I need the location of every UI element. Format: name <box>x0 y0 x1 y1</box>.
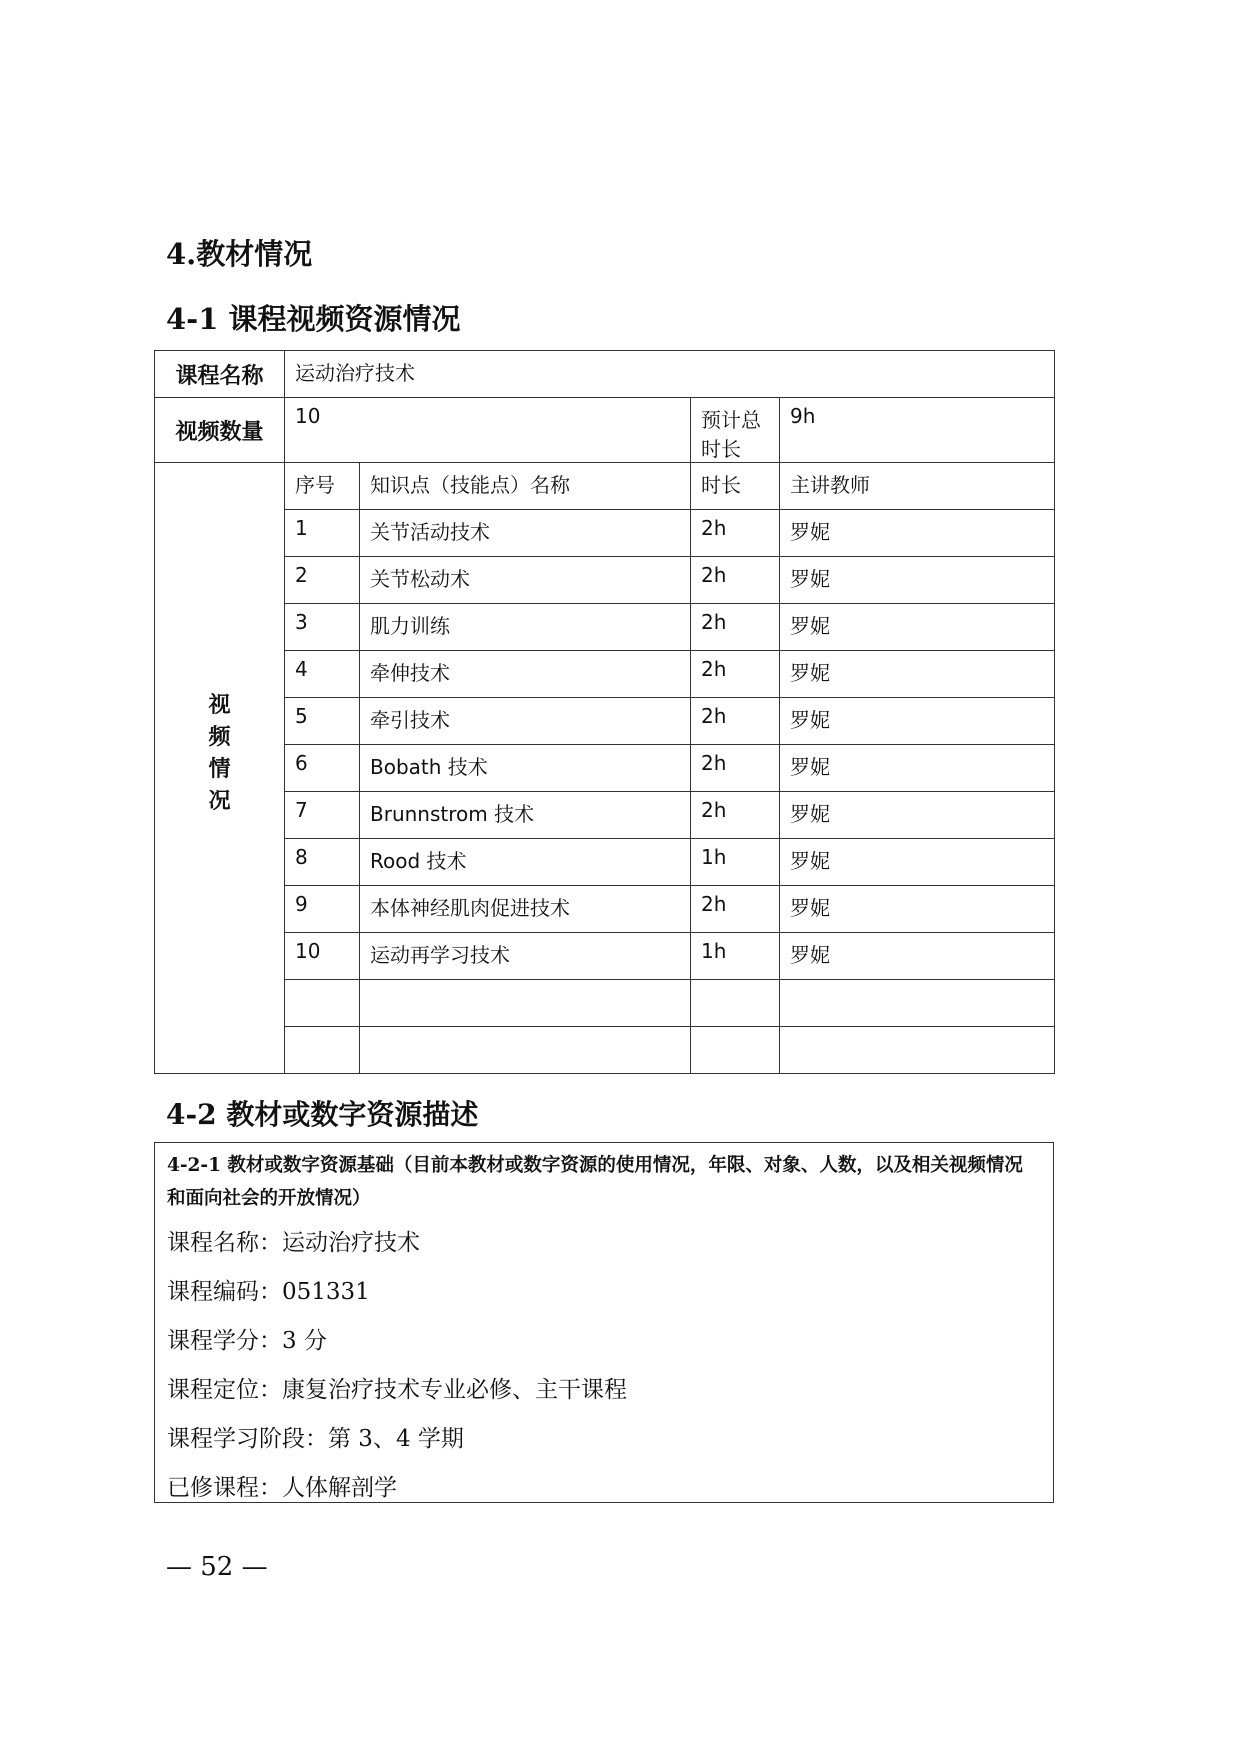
video-side-label <box>155 463 285 1074</box>
row-topic <box>360 980 691 1027</box>
row-index: 6 <box>285 745 360 792</box>
row-topic: 关节活动技术 <box>360 510 691 557</box>
row-index: 3 <box>285 604 360 651</box>
video-resources-table <box>154 350 1055 1074</box>
row-index <box>285 980 360 1027</box>
description-line: 课程名称：运动治疗技术 <box>167 1230 420 1256</box>
video-count-row <box>155 398 1055 463</box>
row-teacher: 罗妮 <box>780 933 1055 980</box>
row-topic <box>360 1027 691 1074</box>
description-line: 课程学分：3 分 <box>167 1328 327 1354</box>
row-topic: 本体神经肌肉促进技术 <box>360 886 691 933</box>
column-header: 主讲教师 <box>780 463 1055 510</box>
video-header-row <box>155 463 1055 510</box>
row-teacher: 罗妮 <box>780 745 1055 792</box>
row-topic: 牵引技术 <box>360 698 691 745</box>
row-teacher: 罗妮 <box>780 698 1055 745</box>
course-name-row <box>155 351 1055 398</box>
row-duration <box>691 980 780 1027</box>
table-row <box>155 604 1055 651</box>
row-duration: 2h <box>691 651 780 698</box>
row-duration: 2h <box>691 745 780 792</box>
row-duration: 1h <box>691 839 780 886</box>
row-topic: Bobath 技术 <box>360 745 691 792</box>
row-topic: 牵伸技术 <box>360 651 691 698</box>
row-teacher: 罗妮 <box>780 510 1055 557</box>
table-row <box>155 933 1055 980</box>
row-duration: 2h <box>691 557 780 604</box>
column-header: 知识点（技能点）名称 <box>360 463 691 510</box>
table-row <box>155 792 1055 839</box>
table-row <box>155 1027 1055 1074</box>
row-topic: 肌力训练 <box>360 604 691 651</box>
row-index: 9 <box>285 886 360 933</box>
total-duration-value: 9h <box>780 398 1055 463</box>
row-index: 5 <box>285 698 360 745</box>
table-row <box>155 839 1055 886</box>
row-duration: 2h <box>691 510 780 557</box>
row-topic: 运动再学习技术 <box>360 933 691 980</box>
row-index: 8 <box>285 839 360 886</box>
row-index: 1 <box>285 510 360 557</box>
row-duration <box>691 1027 780 1074</box>
table-row <box>155 745 1055 792</box>
section-heading: 4.教材情况 <box>166 237 313 271</box>
row-index: 2 <box>285 557 360 604</box>
row-teacher: 罗妮 <box>780 839 1055 886</box>
video-side-text: 视频情况 <box>208 692 231 814</box>
row-index: 7 <box>285 792 360 839</box>
video-count-value: 10 <box>285 398 691 463</box>
table-row <box>155 651 1055 698</box>
row-index: 4 <box>285 651 360 698</box>
row-topic: Brunnstrom 技术 <box>360 792 691 839</box>
video-resources-heading: 4-1 课程视频资源情况 <box>166 302 461 336</box>
column-header: 序号 <box>285 463 360 510</box>
page-number: — 52 — <box>166 1552 268 1582</box>
row-teacher: 罗妮 <box>780 886 1055 933</box>
description-lines <box>167 1219 1041 1513</box>
row-index: 10 <box>285 933 360 980</box>
row-duration: 1h <box>691 933 780 980</box>
table-row <box>155 698 1055 745</box>
row-teacher: 罗妮 <box>780 651 1055 698</box>
row-teacher <box>780 980 1055 1027</box>
video-count-label: 视频数量 <box>155 398 285 463</box>
column-header: 时长 <box>691 463 780 510</box>
description-subheading: 4-2-1 教材或数字资源基础（目前本教材或数字资源的使用情况，年限、对象、人数，以及相关视频情况和面向社会的开放情况） <box>167 1155 1023 1209</box>
row-teacher: 罗妮 <box>780 557 1055 604</box>
row-teacher <box>780 1027 1055 1074</box>
row-index <box>285 1027 360 1074</box>
description-line: 已修课程：人体解剖学 <box>167 1475 397 1501</box>
course-name-value: 运动治疗技术 <box>285 351 1055 398</box>
table-row <box>155 980 1055 1027</box>
description-heading: 4-2 教材或数字资源描述 <box>166 1098 479 1131</box>
row-duration: 2h <box>691 886 780 933</box>
description-line: 课程学习阶段：第 3、4 学期 <box>167 1426 464 1452</box>
description-box <box>154 1142 1054 1503</box>
description-line: 课程编码：051331 <box>167 1279 370 1305</box>
total-duration-label: 预计总时长 <box>691 398 780 463</box>
table-row <box>155 886 1055 933</box>
row-duration: 2h <box>691 604 780 651</box>
table-row <box>155 510 1055 557</box>
row-topic: Rood 技术 <box>360 839 691 886</box>
row-teacher: 罗妮 <box>780 792 1055 839</box>
description-line: 课程定位：康复治疗技术专业必修、主干课程 <box>167 1377 627 1403</box>
table-row <box>155 557 1055 604</box>
row-topic: 关节松动术 <box>360 557 691 604</box>
course-name-label: 课程名称 <box>155 351 285 398</box>
row-duration: 2h <box>691 698 780 745</box>
row-teacher: 罗妮 <box>780 604 1055 651</box>
row-duration: 2h <box>691 792 780 839</box>
